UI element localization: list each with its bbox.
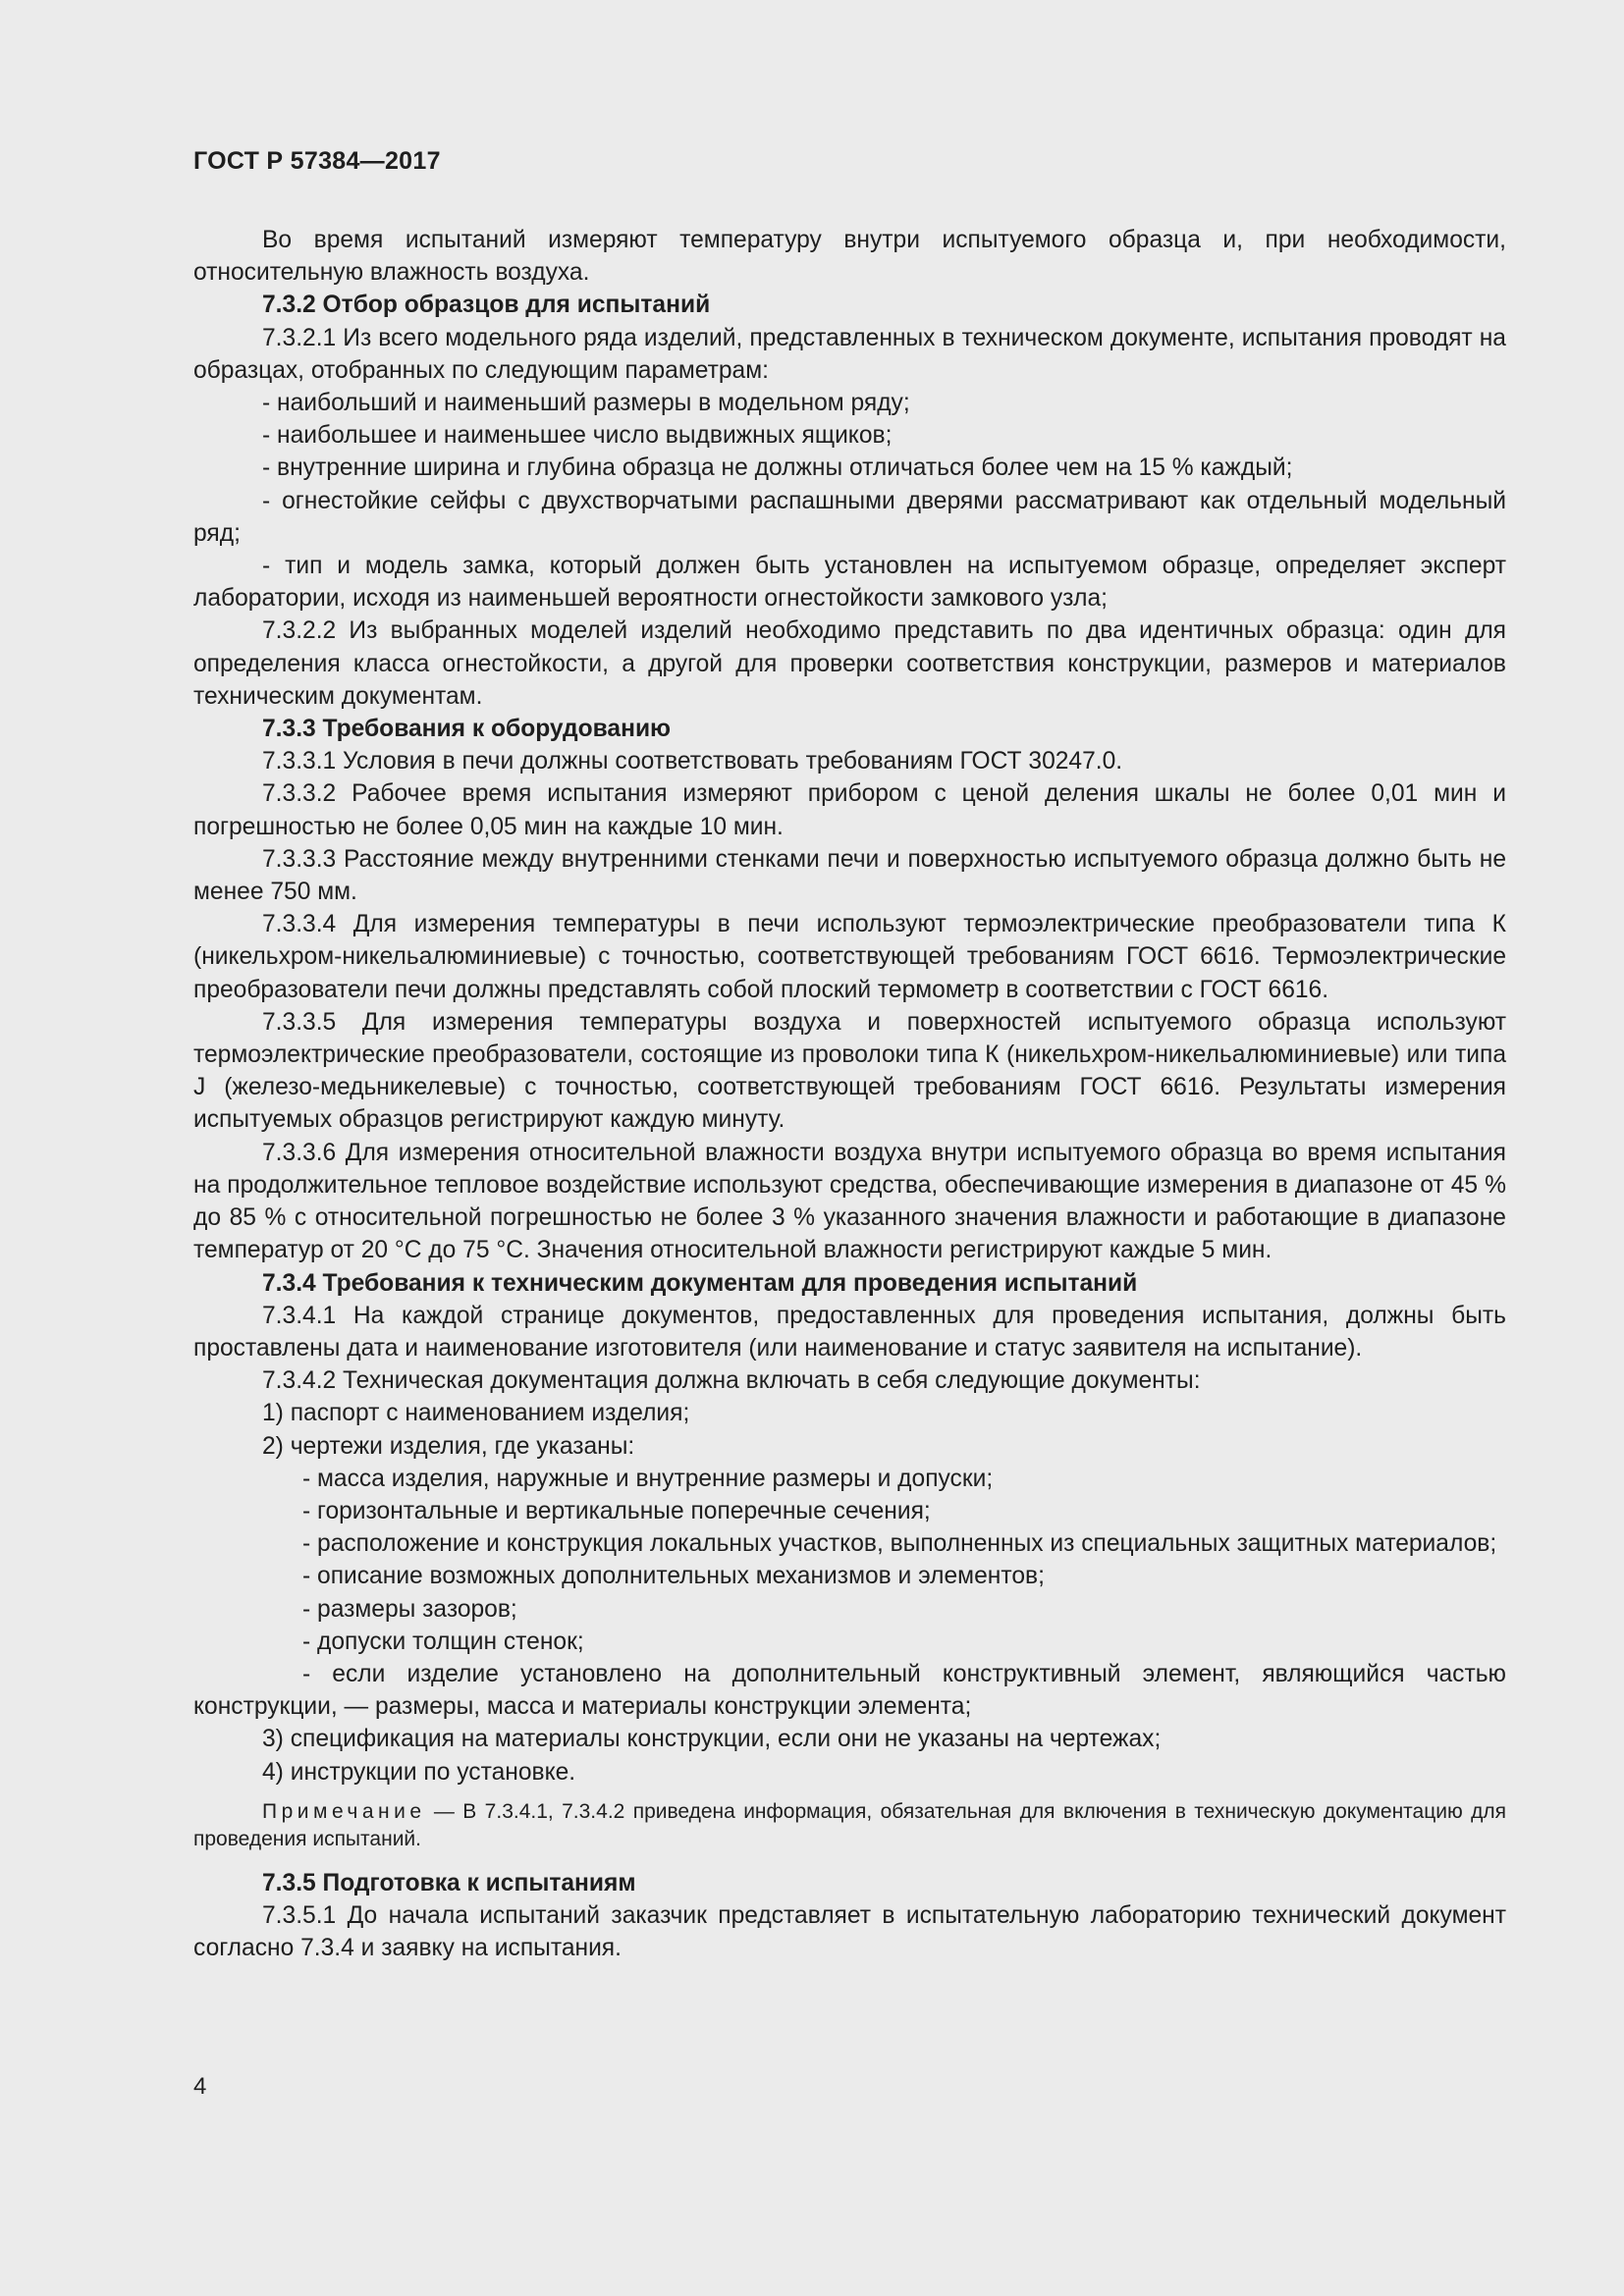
numbered-item: 3) спецификация на материалы конструкции, если они не указаны на чертежах; [262,1726,1162,1753]
list-item: - горизонтальные и вертикальные поперечные сечения; [302,1497,931,1524]
page-number: 4 [193,2073,207,2100]
list-item: - огнестойкие сейфы с двухстворчатыми распашными дверями рассматривают как отдельный модельный ряд; [193,487,1506,547]
list-item: - описание возможных дополнительных механизмов и элементов; [302,1563,1045,1590]
section-heading-7-3-4: 7.3.4 Требования к техническим документам для проведения испытаний [262,1269,1138,1297]
list-item: - масса изделия, наружные и внутренние размеры и допуски; [302,1465,994,1492]
paragraph-intro: Во время испытаний измеряют температуру внутри испытуемого образца и, при необходимости, относительную влажность воздуха. [193,227,1506,287]
list-item: - наибольший и наименьший размеры в модельном ряду; [262,390,910,417]
numbered-item: 2) чертежи изделия, где указаны: [262,1432,635,1460]
clause-7-3-3-5: 7.3.3.5 Для измерения температуры воздуха и поверхностей испытуемого образца используют термоэлектрические преобразователи, состоящие из проволоки типа К (никельхром-никельалюминиевые) или типа J (железо-медьникелевые) с точностью, соответствующей требованиям ГОСТ 6616. Результаты измерения испытуемых образцов регистрируют каждую минуту. [193,1008,1506,1134]
clause-7-3-3-4: 7.3.3.4 Для измерения температуры в печи используют термоэлектрические преобразователи типа К (никельхром-никельалюминиевые) с точностью, соответствующей требованиям ГОСТ 6616. Термоэлектрические преобразователи печи должны представлять собой плоский термометр в соответствии с ГОСТ 6616. [193,911,1506,1003]
clause-7-3-2-1: 7.3.2.1 Из всего модельного ряда изделий, представленных в техническом документе, испытания проводят на образцах, отобранных по следующим параметрам: [193,324,1506,384]
section-heading-7-3-5: 7.3.5 Подготовка к испытаниям [262,1869,636,1896]
list-item: - если изделие установлено на дополнительный конструктивный элемент, являющийся частью конструкции, — размеры, масса и материалы конструкции элемента; [193,1660,1506,1721]
section-heading-7-3-2: 7.3.2 Отбор образцов для испытаний [262,292,711,319]
note-label: Примечание [262,1799,426,1823]
list-item: - внутренние ширина и глубина образца не должны отличаться более чем на 15 % каждый; [262,454,1293,482]
clause-7-3-2-2: 7.3.2.2 Из выбранных моделей изделий необходимо представить по два идентичных образца: один для определения класса огнестойкости, а другой для проверки соответствия конструкции, размеров и материалов техническим документам. [193,617,1506,710]
list-item: - расположение и конструкция локальных участков, выполненных из специальных защитных материалов; [302,1530,1497,1558]
numbered-item: 4) инструкции по установке. [262,1758,576,1786]
document-header: ГОСТ Р 57384—2017 [193,147,441,175]
list-item: - тип и модель замка, который должен быть установлен на испытуемом образце, определяет эксперт лаборатории, исходя из наименьшей вероятности огнестойкости замкового узла; [193,553,1506,613]
clause-7-3-3-2: 7.3.3.2 Рабочее время испытания измеряют прибором с ценой деления шкалы не более 0,01 мин и погрешностью не более 0,05 мин на каждые 10 мин. [193,780,1506,840]
clause-7-3-3-6: 7.3.3.6 Для измерения относительной влажности воздуха внутри испытуемого образца во время испытания на продолжительное тепловое воздействие используют средства, обеспечивающие измерения в диапазоне от 45 % до 85 % с относительной погрешностью не более 3 % указанного значения влажности и работающие в диапазоне температур от 20 °С до 75 °С. Значения относительной влажности регистрируют каждые 5 мин. [193,1139,1506,1264]
clause-7-3-4-2: 7.3.4.2 Техническая документация должна включать в себя следующие документы: [262,1367,1201,1395]
numbered-item: 1) паспорт с наименованием изделия; [262,1400,690,1427]
note-paragraph [193,1798,1506,1853]
clause-7-3-5-1: 7.3.5.1 До начала испытаний заказчик представляет в испытательную лабораторию технический документ согласно 7.3.4 и заявку на испытания. [193,1901,1506,1962]
document-body [193,224,1506,1964]
list-item: - допуски толщин стенок; [302,1628,584,1655]
clause-7-3-3-1: 7.3.3.1 Условия в печи должны соответствовать требованиям ГОСТ 30247.0. [262,748,1123,775]
clause-7-3-3-3: 7.3.3.3 Расстояние между внутренними стенками печи и поверхностью испытуемого образца должно быть не менее 750 мм. [193,845,1506,906]
clause-7-3-4-1: 7.3.4.1 На каждой странице документов, предоставленных для проведения испытания, должны быть проставлены дата и наименование изготовителя (или наименование и статус заявителя на испытание). [193,1302,1506,1362]
note-text: — В 7.3.4.1, 7.3.4.2 приведена информация, обязательная для включения в техническую документацию для проведения испытаний. [193,1799,1506,1850]
section-heading-7-3-3: 7.3.3 Требования к оборудованию [262,716,672,743]
list-item: - размеры зазоров; [302,1595,517,1623]
list-item: - наибольшее и наименьшее число выдвижных ящиков; [262,422,893,450]
